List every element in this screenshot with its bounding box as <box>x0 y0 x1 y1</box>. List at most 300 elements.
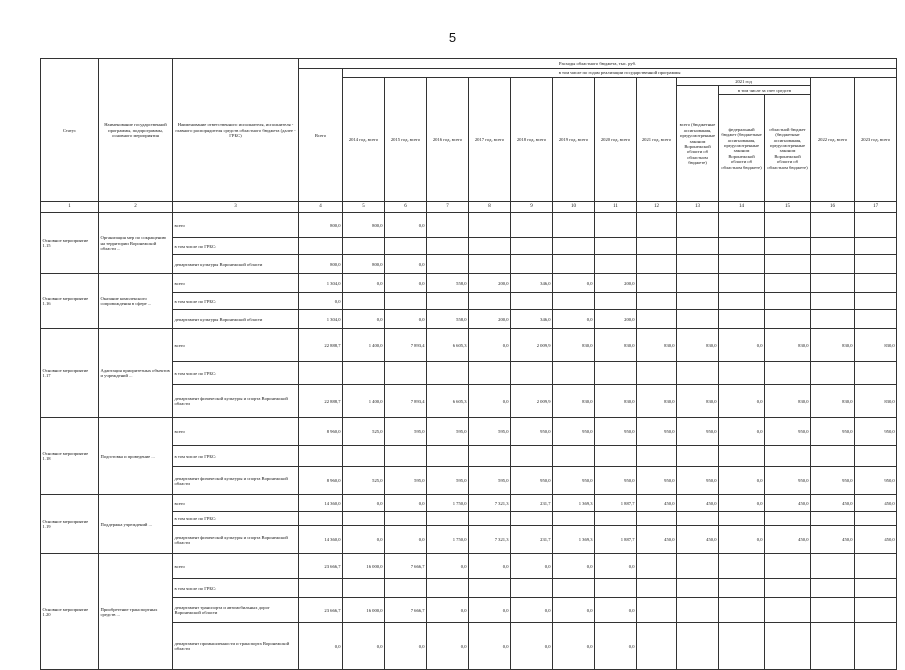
cell-value: 800,0 <box>299 255 343 274</box>
cell-value: 1 400,0 <box>343 329 385 362</box>
row-program-name: Подготовка и проведение ... <box>99 418 173 495</box>
cell-value <box>511 238 553 255</box>
cell-value <box>637 579 677 598</box>
cell-value <box>719 238 765 255</box>
cell-value <box>511 362 553 385</box>
cell-value: 16 000,0 <box>343 554 385 579</box>
col-index: 3 <box>173 202 299 213</box>
cell-value: 595,0 <box>385 418 427 446</box>
cell-value <box>427 255 469 274</box>
cell-value: 450,0 <box>811 495 855 512</box>
cell-value <box>637 512 677 526</box>
row-executor: в том числе по ГРБС: <box>173 238 299 255</box>
cell-value <box>553 293 595 310</box>
header-status: Статус <box>41 59 99 202</box>
cell-value <box>811 446 855 467</box>
cell-value: 0,0 <box>385 274 427 293</box>
cell-value <box>343 238 385 255</box>
table-body <box>41 213 897 670</box>
cell-value: 450,0 <box>637 495 677 512</box>
col-index: 12 <box>637 202 677 213</box>
cell-value: 0,0 <box>595 554 637 579</box>
cell-value: 950,0 <box>811 467 855 495</box>
table-row <box>41 418 897 446</box>
cell-value: 558,0 <box>427 310 469 329</box>
row-executor: департамент физической культуры и спорта Воронежской области <box>173 526 299 554</box>
cell-value <box>427 512 469 526</box>
cell-value <box>553 362 595 385</box>
cell-value: 595,0 <box>427 418 469 446</box>
cell-value <box>511 213 553 238</box>
cell-value <box>299 579 343 598</box>
cell-value <box>719 598 765 623</box>
cell-value: 595,0 <box>385 467 427 495</box>
header-year-2019: 2019 год, всего <box>553 78 595 202</box>
cell-value <box>765 446 811 467</box>
row-executor: всего <box>173 213 299 238</box>
header-program-name: Наименование государственной программы, подпрограммы, основного мероприятия <box>99 59 173 202</box>
cell-value: 0,0 <box>553 598 595 623</box>
cell-value: 830,0 <box>637 329 677 362</box>
col-index: 13 <box>677 202 719 213</box>
cell-value: 830,0 <box>855 385 897 418</box>
cell-value: 950,0 <box>677 467 719 495</box>
header-year-2014: 2014 год, всего <box>343 78 385 202</box>
cell-value: 830,0 <box>595 385 637 418</box>
cell-value: 0,0 <box>385 495 427 512</box>
cell-value: 830,0 <box>677 329 719 362</box>
cell-value <box>677 362 719 385</box>
cell-value <box>595 238 637 255</box>
cell-value: 1 750,0 <box>427 526 469 554</box>
cell-value: 23 666,7 <box>299 598 343 623</box>
cell-value: 0,0 <box>553 623 595 670</box>
cell-value <box>299 238 343 255</box>
cell-value: 7 666,7 <box>385 554 427 579</box>
cell-value: 6 605,3 <box>427 385 469 418</box>
cell-value: 7 893,4 <box>385 385 427 418</box>
cell-value <box>811 255 855 274</box>
cell-value <box>811 310 855 329</box>
cell-value <box>855 512 897 526</box>
cell-value: 830,0 <box>855 329 897 362</box>
cell-value: 14 360,0 <box>299 526 343 554</box>
cell-value <box>719 213 765 238</box>
cell-value <box>637 213 677 238</box>
cell-value <box>553 213 595 238</box>
cell-value: 950,0 <box>553 418 595 446</box>
cell-value: 800,0 <box>343 255 385 274</box>
cell-value <box>855 598 897 623</box>
row-executor: всего <box>173 554 299 579</box>
cell-value <box>677 238 719 255</box>
cell-value <box>677 446 719 467</box>
cell-value <box>855 293 897 310</box>
row-executor: всего <box>173 274 299 293</box>
cell-value: 0,0 <box>719 329 765 362</box>
cell-value <box>385 293 427 310</box>
cell-value: 830,0 <box>595 329 637 362</box>
col-index: 5 <box>343 202 385 213</box>
cell-value: 950,0 <box>511 467 553 495</box>
header-incl-funds: в том числе за счет средств <box>719 86 811 95</box>
cell-value: 830,0 <box>811 329 855 362</box>
cell-value <box>677 255 719 274</box>
cell-value: 231,7 <box>511 495 553 512</box>
cell-value <box>765 274 811 293</box>
row-status: Основное мероприятие 1.18 <box>41 418 99 495</box>
cell-value: 595,0 <box>469 467 511 495</box>
row-executor: в том числе по ГРБС: <box>173 579 299 598</box>
row-status: Основное мероприятие 1.20 <box>41 554 99 670</box>
cell-value <box>637 362 677 385</box>
cell-value <box>469 362 511 385</box>
cell-value: 0,0 <box>299 293 343 310</box>
cell-value: 450,0 <box>637 526 677 554</box>
cell-value <box>511 579 553 598</box>
cell-value: 0,0 <box>385 213 427 238</box>
cell-value: 23 666,7 <box>299 554 343 579</box>
row-status: Основное мероприятие 1.16 <box>41 274 99 329</box>
col-index: 17 <box>855 202 897 213</box>
cell-value: 0,0 <box>511 554 553 579</box>
cell-value <box>719 255 765 274</box>
cell-value <box>469 238 511 255</box>
cell-value <box>427 238 469 255</box>
cell-value <box>427 213 469 238</box>
cell-value: 0,0 <box>299 623 343 670</box>
cell-value: 0,0 <box>469 385 511 418</box>
col-index: 16 <box>811 202 855 213</box>
row-program-name: Приобретение транспортных средств ... <box>99 554 173 670</box>
cell-value <box>765 293 811 310</box>
col-index: 7 <box>427 202 469 213</box>
cell-value <box>677 579 719 598</box>
cell-value: 7 893,4 <box>385 329 427 362</box>
cell-value <box>677 310 719 329</box>
header-year-2020: 2020 год, всего <box>595 78 637 202</box>
cell-value: 0,0 <box>469 623 511 670</box>
row-program-name: Оказание комплексного сопровождения в сфере ... <box>99 274 173 329</box>
col-index: 4 <box>299 202 343 213</box>
cell-value <box>719 554 765 579</box>
header-year-2022: 2022 год, всего <box>811 78 855 202</box>
header-col-13: всего (бюджетные ассигнования, предусмотренные законом Воронежской области об областном бюджете) <box>677 86 719 202</box>
header-year-2017: 2017 год, всего <box>469 78 511 202</box>
cell-value: 1 304,0 <box>299 310 343 329</box>
cell-value: 950,0 <box>637 467 677 495</box>
cell-value: 525,0 <box>343 467 385 495</box>
cell-value <box>811 238 855 255</box>
col-index: 15 <box>765 202 811 213</box>
col-index: 10 <box>553 202 595 213</box>
budget-table <box>40 58 897 670</box>
cell-value <box>677 598 719 623</box>
cell-value <box>343 362 385 385</box>
cell-value <box>553 579 595 598</box>
cell-value <box>385 362 427 385</box>
cell-value: 0,0 <box>553 554 595 579</box>
cell-value <box>719 512 765 526</box>
cell-value <box>719 274 765 293</box>
table-row <box>41 495 897 512</box>
header-by-years: в том числе по годам реализации государственной программы <box>343 69 897 78</box>
cell-value <box>811 362 855 385</box>
cell-value: 525,0 <box>343 418 385 446</box>
cell-value: 0,0 <box>343 310 385 329</box>
cell-value <box>765 362 811 385</box>
cell-value <box>855 255 897 274</box>
cell-value: 830,0 <box>553 329 595 362</box>
cell-value <box>811 274 855 293</box>
cell-value <box>677 554 719 579</box>
cell-value <box>637 598 677 623</box>
cell-value: 595,0 <box>427 467 469 495</box>
cell-value <box>595 579 637 598</box>
col-index: 11 <box>595 202 637 213</box>
row-executor: всего <box>173 329 299 362</box>
cell-value <box>719 293 765 310</box>
row-status: Основное мероприятие 1.19 <box>41 495 99 554</box>
cell-value <box>677 293 719 310</box>
cell-value: 950,0 <box>765 467 811 495</box>
row-executor: департамент транспорта и автомобильных дорог Воронежской области <box>173 598 299 623</box>
cell-value <box>595 512 637 526</box>
table-row <box>41 213 897 238</box>
col-index: 9 <box>511 202 553 213</box>
cell-value <box>637 446 677 467</box>
page-number: 5 <box>448 30 457 45</box>
cell-value: 558,0 <box>427 274 469 293</box>
cell-value: 950,0 <box>765 418 811 446</box>
cell-value <box>855 238 897 255</box>
cell-value: 0,0 <box>427 623 469 670</box>
row-program-name: Адаптация приоритетных объектов и учреждений ... <box>99 329 173 418</box>
cell-value <box>765 238 811 255</box>
cell-value: 8 960,0 <box>299 418 343 446</box>
cell-value: 950,0 <box>855 467 897 495</box>
cell-value: 950,0 <box>511 418 553 446</box>
row-executor: в том числе по ГРБС: <box>173 512 299 526</box>
cell-value: 231,7 <box>511 526 553 554</box>
cell-value: 0,0 <box>595 623 637 670</box>
cell-value <box>637 554 677 579</box>
row-status: Основное мероприятие 1.17 <box>41 329 99 418</box>
cell-value <box>855 213 897 238</box>
cell-value <box>343 512 385 526</box>
col-index: 14 <box>719 202 765 213</box>
cell-value <box>811 512 855 526</box>
cell-value: 7 321,3 <box>469 495 511 512</box>
cell-value: 830,0 <box>637 385 677 418</box>
row-program-name: Поддержка учреждений ... <box>99 495 173 554</box>
row-executor: департамент физической культуры и спорта Воронежской области <box>173 385 299 418</box>
cell-value <box>811 213 855 238</box>
cell-value <box>637 255 677 274</box>
cell-value: 450,0 <box>677 495 719 512</box>
cell-value: 0,0 <box>719 526 765 554</box>
cell-value: 450,0 <box>855 526 897 554</box>
cell-value: 0,0 <box>385 526 427 554</box>
cell-value <box>765 598 811 623</box>
cell-value <box>637 310 677 329</box>
cell-value: 0,0 <box>343 274 385 293</box>
cell-value: 0,0 <box>343 526 385 554</box>
row-executor: департамент промышленности и транспорта Воронежской области <box>173 623 299 670</box>
cell-value <box>469 293 511 310</box>
header-col-15: областной бюджет (бюджетные ассигнования, предусмотренные законом Воронежской области об областном бюджете) <box>765 95 811 202</box>
cell-value <box>719 446 765 467</box>
cell-value <box>385 238 427 255</box>
cell-value: 0,0 <box>511 598 553 623</box>
cell-value <box>677 213 719 238</box>
cell-value <box>553 446 595 467</box>
cell-value <box>855 274 897 293</box>
cell-value: 450,0 <box>765 526 811 554</box>
row-executor: департамент культуры Воронежской области <box>173 310 299 329</box>
cell-value <box>511 512 553 526</box>
cell-value: 1 887,7 <box>595 526 637 554</box>
header-year-2021: 2021 год <box>677 78 811 86</box>
col-index: 8 <box>469 202 511 213</box>
cell-value: 7 666,7 <box>385 598 427 623</box>
cell-value: 830,0 <box>677 385 719 418</box>
row-executor: в том числе по ГРБС: <box>173 362 299 385</box>
cell-value <box>677 623 719 670</box>
cell-value: 0,0 <box>719 495 765 512</box>
cell-value <box>595 446 637 467</box>
header-year-2015: 2015 год, всего <box>385 78 427 202</box>
cell-value: 200,0 <box>595 274 637 293</box>
cell-value <box>765 554 811 579</box>
cell-value: 830,0 <box>811 385 855 418</box>
cell-value <box>511 255 553 274</box>
cell-value <box>343 446 385 467</box>
cell-value: 830,0 <box>765 329 811 362</box>
header-executor: Наименование ответственного исполнителя, исполнителя - главного распорядителя средств областного бюджета (далее - ГРБС) <box>173 59 299 202</box>
header-col-14: федеральный бюджет (бюджетные ассигнования, предусмотренные законом Воронежской области об областном бюджете) <box>719 95 765 202</box>
cell-value: 200,0 <box>469 274 511 293</box>
cell-value: 595,0 <box>469 418 511 446</box>
cell-value <box>719 623 765 670</box>
cell-value <box>343 293 385 310</box>
cell-value: 950,0 <box>811 418 855 446</box>
cell-value <box>469 579 511 598</box>
cell-value: 0,0 <box>553 310 595 329</box>
cell-value: 0,0 <box>343 623 385 670</box>
cell-value: 6 605,3 <box>427 329 469 362</box>
cell-value: 0,0 <box>427 598 469 623</box>
cell-value: 346,0 <box>511 274 553 293</box>
cell-value <box>299 446 343 467</box>
cell-value: 450,0 <box>677 526 719 554</box>
table-header <box>41 59 897 213</box>
cell-value: 2 009,9 <box>511 385 553 418</box>
cell-value <box>719 362 765 385</box>
cell-value <box>811 293 855 310</box>
cell-value: 950,0 <box>595 467 637 495</box>
cell-value <box>427 579 469 598</box>
cell-value <box>553 255 595 274</box>
cell-value <box>299 512 343 526</box>
cell-value: 830,0 <box>765 385 811 418</box>
cell-value: 0,0 <box>719 418 765 446</box>
cell-value: 950,0 <box>595 418 637 446</box>
col-index: 1 <box>41 202 99 213</box>
cell-value: 800,0 <box>343 213 385 238</box>
cell-value: 800,0 <box>299 213 343 238</box>
cell-value: 1 304,0 <box>299 274 343 293</box>
cell-value: 22 888,7 <box>299 385 343 418</box>
cell-value <box>765 310 811 329</box>
cell-value <box>637 238 677 255</box>
cell-value: 450,0 <box>811 526 855 554</box>
cell-value: 0,0 <box>719 385 765 418</box>
row-executor: в том числе по ГРБС: <box>173 446 299 467</box>
cell-value: 1 369,3 <box>553 526 595 554</box>
cell-value <box>765 512 811 526</box>
cell-value <box>299 362 343 385</box>
cell-value <box>469 213 511 238</box>
cell-value: 830,0 <box>553 385 595 418</box>
cell-value: 346,0 <box>511 310 553 329</box>
header-total: Всего <box>299 69 343 202</box>
cell-value <box>855 554 897 579</box>
cell-value: 0,0 <box>511 623 553 670</box>
cell-value <box>595 362 637 385</box>
cell-value <box>811 623 855 670</box>
col-index: 6 <box>385 202 427 213</box>
cell-value: 1 369,3 <box>553 495 595 512</box>
cell-value: 1 887,7 <box>595 495 637 512</box>
row-status: Основное мероприятие 1.15 <box>41 213 99 274</box>
cell-value: 0,0 <box>595 598 637 623</box>
row-executor: в том числе по ГРБС: <box>173 293 299 310</box>
cell-value: 950,0 <box>553 467 595 495</box>
cell-value <box>469 512 511 526</box>
cell-value <box>595 293 637 310</box>
cell-value: 950,0 <box>637 418 677 446</box>
cell-value <box>427 293 469 310</box>
cell-value: 200,0 <box>595 310 637 329</box>
cell-value: 0,0 <box>385 623 427 670</box>
cell-value <box>765 623 811 670</box>
cell-value <box>469 255 511 274</box>
row-executor: департамент физической культуры и спорта Воронежской области <box>173 467 299 495</box>
cell-value: 950,0 <box>677 418 719 446</box>
row-program-name: Организация мер по сокращению на территории Воронежской области ... <box>99 213 173 274</box>
header-year-2023: 2023 год, всего <box>855 78 897 202</box>
cell-value: 0,0 <box>469 329 511 362</box>
cell-value <box>855 310 897 329</box>
cell-value: 7 321,3 <box>469 526 511 554</box>
cell-value <box>765 579 811 598</box>
cell-value <box>469 446 511 467</box>
cell-value: 2 009,9 <box>511 329 553 362</box>
cell-value: 0,0 <box>469 554 511 579</box>
cell-value: 0,0 <box>385 255 427 274</box>
cell-value <box>811 554 855 579</box>
cell-value <box>511 446 553 467</box>
cell-value: 0,0 <box>385 310 427 329</box>
cell-value: 450,0 <box>855 495 897 512</box>
cell-value <box>511 293 553 310</box>
col-index: 2 <box>99 202 173 213</box>
cell-value: 8 960,0 <box>299 467 343 495</box>
cell-value <box>765 255 811 274</box>
cell-value <box>637 623 677 670</box>
table-row <box>41 554 897 579</box>
